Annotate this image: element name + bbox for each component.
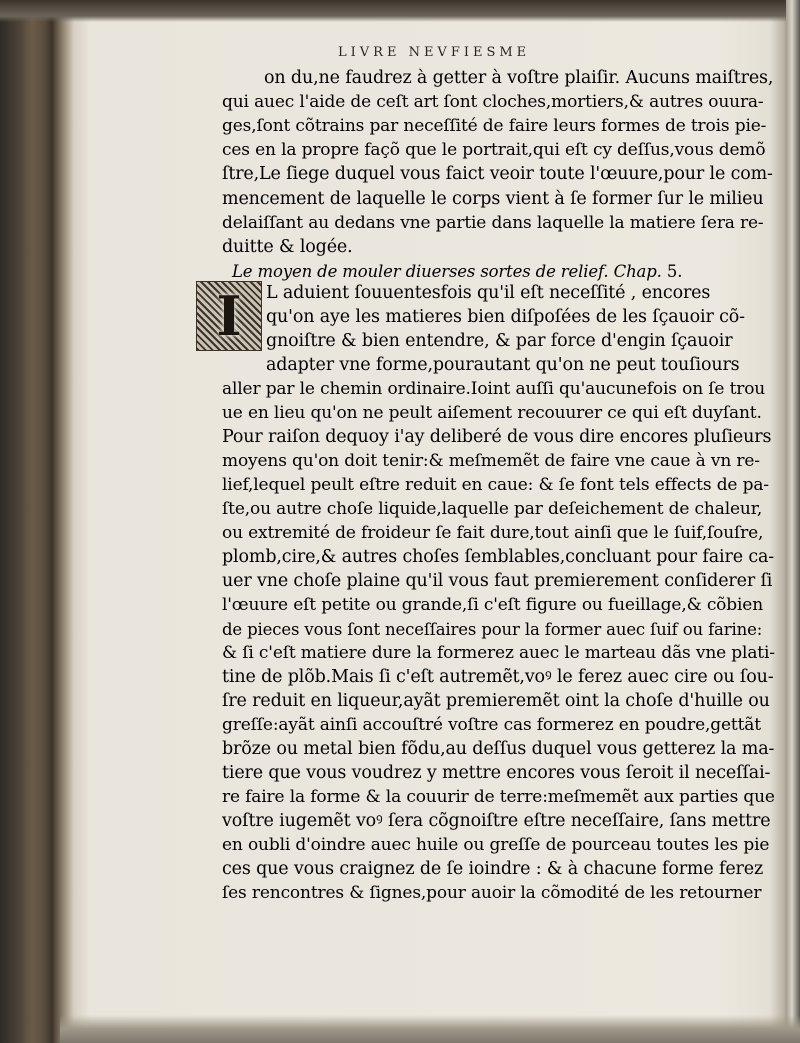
text-line: ſre reduit en liqueur,ayãt premieremẽt oint la choſe d'huille ou xyxy=(222,691,770,711)
text-line: gnoiſtre & bien entendre, & par force d'engin ſçauoir xyxy=(266,331,733,351)
text-line: de pieces vous ſont neceſſaires pour la former auec ſuif ou farine: xyxy=(222,620,763,639)
text-line: tine de plõb.Mais ſi c'eſt autremẽt,voꝰ le ferez auec cire ou ſou- xyxy=(222,667,774,687)
text-line: ue en lieu qu'on ne peult aiſement recouurer ce qui eſt duyſant. xyxy=(222,403,762,423)
chapter-heading xyxy=(232,259,682,284)
text-line: adapter vne forme,pourautant qu'on ne peut touſiours xyxy=(266,355,740,375)
text-line: & ſi c'eſt matiere dure la formerez auec le marteau dãs vne plati- xyxy=(222,643,775,663)
text-line: mencement de laquelle le corps vient à ſe former ſur le milieu xyxy=(222,189,764,209)
text-line: delaiſſant au dedans vne partie dans laquelle la matiere ſera re- xyxy=(222,213,764,233)
text-line: re faire la forme & la couurir de terre:meſmemẽt aux parties que xyxy=(222,787,775,807)
text-line: ces que vous craignez de ſe ioindre : & à chacune forme ferez xyxy=(222,859,764,879)
text-line: ſtre,Le ſiege duquel vous faict veoir toute l'œuure,pour le com- xyxy=(222,164,773,184)
chapter-number: 5. xyxy=(666,262,683,281)
decorated-initial xyxy=(196,281,262,351)
text-line: ſte,ou autre choſe liquide,laquelle par deſeichement de chaleur, xyxy=(222,499,763,519)
right-page-edge xyxy=(786,0,800,1043)
chapter-label: Chap. xyxy=(613,262,662,281)
text-line: tiere que vous voudrez y mettre encores vous ſeroit il neceſſai- xyxy=(222,763,771,783)
text-line: moyens qu'on doit tenir:& meſmemẽt de faire vne caue à vn re- xyxy=(222,451,760,471)
text-line: l'œuure eſt petite ou grande,ſi c'eſt figure ou fueillage,& cõbien xyxy=(222,595,763,615)
text-line: qui auec l'aide de ceſt art ſont cloches,mortiers,& autres ouura- xyxy=(222,92,764,112)
text-line: ges,ſont cõtrains par neceſſité de faire leurs formes de trois pie- xyxy=(222,116,767,136)
text-line: uer vne choſe plaine qu'il vous faut premierement conſiderer ſi xyxy=(222,571,773,591)
chapter-title: Le moyen de mouler diuerses sortes de relief. xyxy=(232,262,609,281)
running-head: LIVRE NEVFIESME xyxy=(338,45,531,60)
text-line: on du,ne faudrez à getter à voſtre plaiſir. Aucuns maiſtres, xyxy=(264,68,774,88)
text-line: plomb,cire,& autres choſes ſemblables,concluant pour faire ca- xyxy=(222,547,775,567)
text-line: aller par le chemin ordinaire.Ioint auſſi qu'aucunefois on ſe trou xyxy=(222,379,766,399)
text-line: voſtre iugemẽt voꝰ ſera cõgnoiſtre eſtre neceſſaire, ſans mettre xyxy=(222,811,771,831)
text-line: ou extremité de froideur ſe fait dure,tout ainſi que le ſuif,ſouſre, xyxy=(222,523,764,543)
text-line: Pour raiſon dequoy i'ay deliberé de vous dire encores pluſieurs xyxy=(222,427,772,447)
initial-letter: I xyxy=(216,284,242,348)
text-line: brõze ou metal bien fõdu,au deſſus duquel vous getterez la ma- xyxy=(222,739,775,759)
text-line: ſes rencontres & ſignes,pour auoir la cõmodité de les retourner xyxy=(222,883,762,903)
text-line: greſſe:ayãt ainſi accouſtré voſtre cas formerez en poudre,gettãt xyxy=(222,715,761,735)
text-line: lief,lequel peult eſtre reduit en caue: & ſe font tels effects de pa- xyxy=(222,475,769,495)
text-line: duitte & logée. xyxy=(222,237,353,257)
text-line: L aduient ſouuentesfois qu'il eſt neceſſité , encores xyxy=(266,283,711,303)
text-line: en oubli d'oindre auec huile ou greſſe de pourceau toutes les pie xyxy=(222,835,770,855)
bottom-edge-shadow xyxy=(60,1015,800,1043)
top-edge-shadow xyxy=(0,0,800,22)
text-line: ces en la propre façõ que le portrait,qui eſt cy deſſus,vous demõ xyxy=(222,140,766,160)
text-line: qu'on aye les matieres bien diſpoſées de les ſçauoir cõ- xyxy=(266,307,745,327)
